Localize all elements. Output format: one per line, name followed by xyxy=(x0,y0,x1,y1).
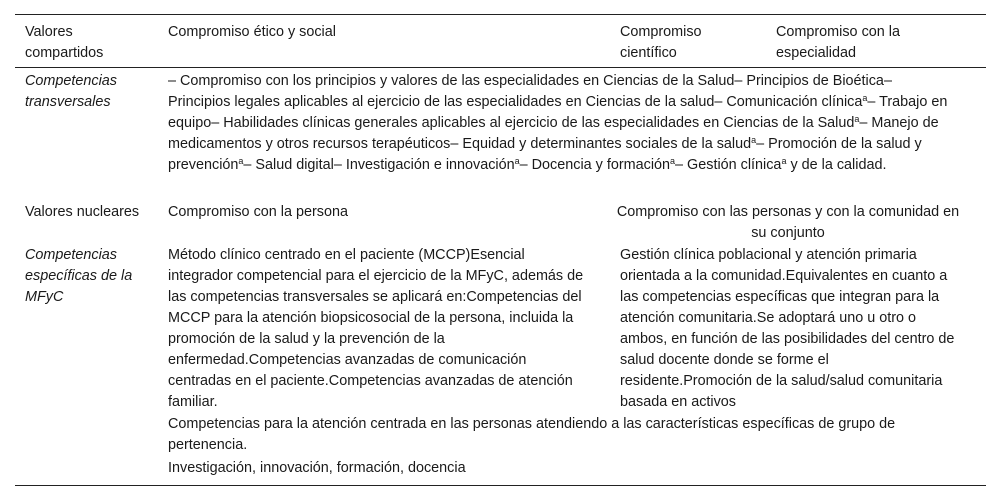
transversal-item: – Docencia y formación xyxy=(519,157,671,173)
specific-competencies-label: Competencias específicas de la MFyC xyxy=(25,247,133,305)
header-scientific: Compromiso científico xyxy=(620,24,702,61)
transversal-item: – Promoción de la salud y prevención xyxy=(168,136,922,173)
footnote-marker: a xyxy=(862,93,868,103)
nuclear-values-label: Valores nucleares xyxy=(25,204,140,220)
community-care-text: Gestión clínica poblacional y atención primaria orientada a la comunidad.Equivalentes en cuanto a las competencias específicas que integran para la atención comunitaria.Se adoptará uno u otro o ambos, en función de las posibilidades del centro de salud docente donde se forme el residente.Promoción de la salud/salud comunitaria basada en activos xyxy=(620,247,955,410)
transversal-item: – Trabajo en equipo xyxy=(168,94,948,131)
footnote-marker: a xyxy=(514,156,520,166)
footnote-marker: a xyxy=(670,156,676,166)
research-teaching-competencies: Investigación, innovación, formación, docencia xyxy=(168,460,466,476)
header-rule xyxy=(15,67,986,68)
clinical-method-text: Método clínico centrado en el paciente (MCCP)Esencial integrador competencial para el ejercicio de la MFyC, además de las competencias transversales se aplicará en:Competencias del MCCP para la atención biopsicosocial de la persona, incluida la promoción de la salud y la prevención de la enfermedad.Competencias avanzadas de comunicación centradas en el paciente.Competencias avanzadas de atención familiar. xyxy=(168,247,584,410)
transversal-item: – Equidad y determinantes sociales de la salud xyxy=(450,136,752,152)
footnote-marker: a xyxy=(781,156,787,166)
footnote-marker: a xyxy=(238,156,244,166)
transversal-item: – Habilidades clínicas generales aplicables al ejercicio de las especialidades en Ciencias de la Salud xyxy=(211,115,855,131)
transversal-competencies-text xyxy=(168,71,958,176)
transversal-item: – Comunicación clínica xyxy=(714,94,863,110)
transversal-item: – Compromiso con los principios y valores de las especialidades en Ciencias de la Salud xyxy=(168,73,735,89)
header-shared-values: Valores compartidos xyxy=(25,24,104,61)
transversal-item: – Manejo de medicamentos y otros recursos terapéuticos xyxy=(168,115,939,152)
transversal-item: – Principios legales aplicables al ejercicio de las especialidades en Ciencias de la salud xyxy=(168,73,892,110)
footnote-marker: a xyxy=(854,114,860,124)
transversal-item: – Investigación e innovación xyxy=(333,157,515,173)
bottom-rule xyxy=(15,485,986,486)
transversal-item: – Principios de Bioética xyxy=(734,73,884,89)
footnote-marker: a xyxy=(751,135,757,145)
transversal-item: – Gestión clínica xyxy=(675,157,782,173)
person-centered-competencies: Competencias para la atención centrada en las personas atendiendo a las características específicas de grupo de pertenencia. xyxy=(168,416,896,453)
transversal-label: Competencias transversales xyxy=(25,73,117,110)
header-specialty: Compromiso con la especialidad xyxy=(776,24,900,61)
top-rule xyxy=(15,14,986,15)
transversal-item: – Salud digital xyxy=(243,157,334,173)
transversal-item: y de la calidad. xyxy=(786,157,887,173)
community-commitment: Compromiso con las personas y con la comunidad en su conjunto xyxy=(616,204,960,241)
header-ethical-social: Compromiso ético y social xyxy=(168,24,336,40)
person-commitment: Compromiso con la persona xyxy=(168,204,348,220)
